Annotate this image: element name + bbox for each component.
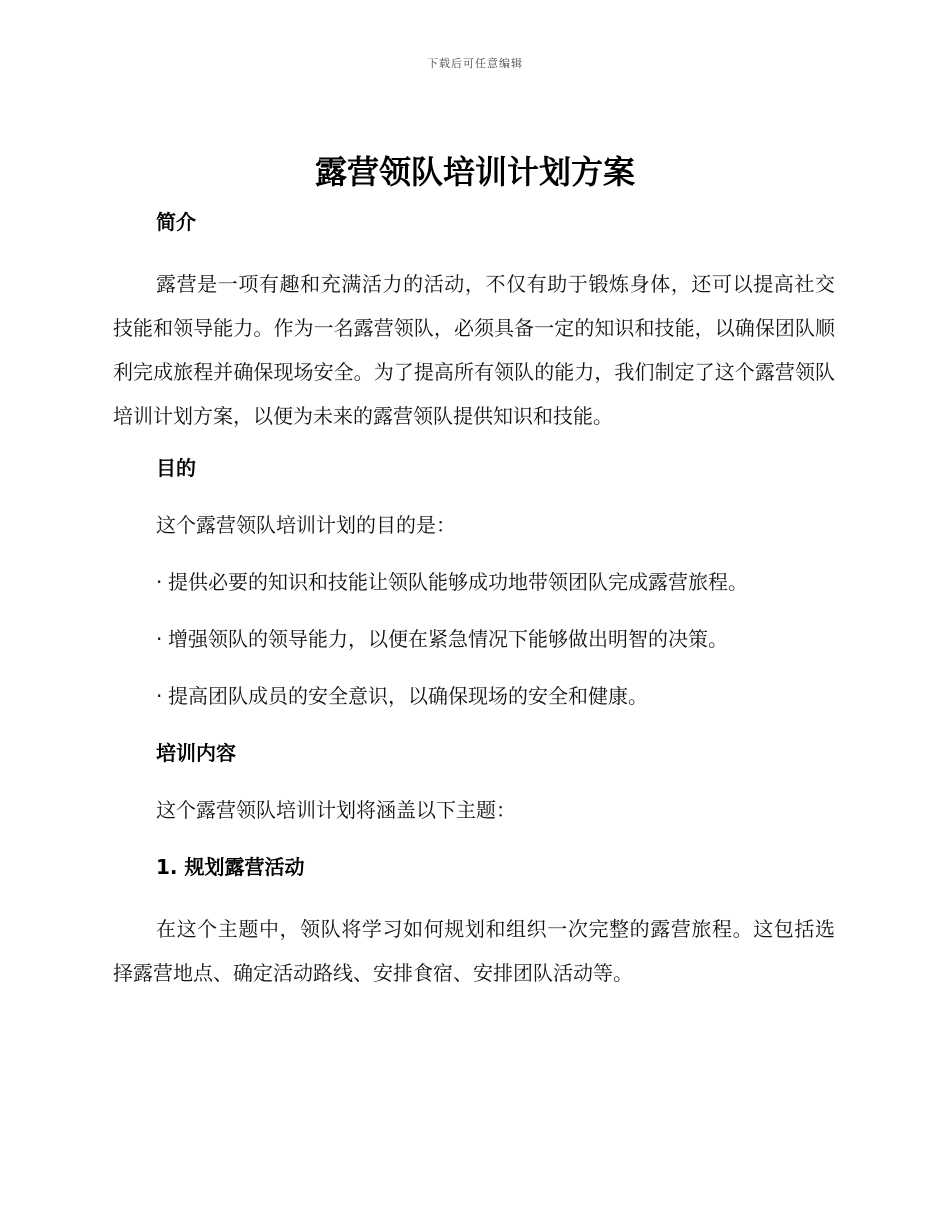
- intro-paragraph: 露营是一项有趣和充满活力的活动，不仅有助于锻炼身体，还可以提高社交技能和领导能力。作为一名露营领队，必须具备一定的知识和技能，以确保团队顺利完成旅程并确保现场安全。为了提高所有领队的能力，我们制定了这个露营领队培训计划方案，以便为未来的露营领队提供知识和技能。: [113, 272, 835, 428]
- page-header-note: 下载后可任意编辑: [427, 57, 523, 70]
- bullet-text: 增强领队的领导能力，以便在紧急情况下能够做出明智的决策。: [168, 627, 728, 651]
- bullet-text: 提高团队成员的安全意识，以确保现场的安全和健康。: [168, 684, 648, 708]
- purpose-lead-text: 这个露营领队培训计划的目的是：: [156, 513, 456, 537]
- bullet-mark: ·: [156, 627, 163, 651]
- section-heading-training-content: 培训内容: [156, 741, 236, 765]
- section-heading-intro: 简介: [156, 210, 196, 234]
- purpose-bullet-item: [113, 679, 835, 713]
- bullet-mark: ·: [156, 684, 163, 708]
- topic-planning-paragraph: 在这个主题中，领队将学习如何规划和组织一次完整的露营旅程。这包括选择露营地点、确定活动路线、安排食宿、安排团队活动等。: [113, 917, 835, 985]
- section-heading-purpose: 目的: [156, 456, 196, 480]
- purpose-bullet-item: [113, 565, 835, 599]
- training-content-lead-text: 这个露营领队培训计划将涵盖以下主题：: [156, 798, 516, 822]
- topic-heading-planning: 1. 规划露营活动: [156, 855, 305, 879]
- bullet-text: 提供必要的知识和技能让领队能够成功地带领团队完成露营旅程。: [168, 570, 748, 594]
- bullet-mark: ·: [156, 570, 163, 594]
- document-title: 露营领队培训计划方案: [314, 153, 635, 191]
- purpose-bullet-item: [113, 622, 835, 656]
- document-body: [113, 205, 835, 1008]
